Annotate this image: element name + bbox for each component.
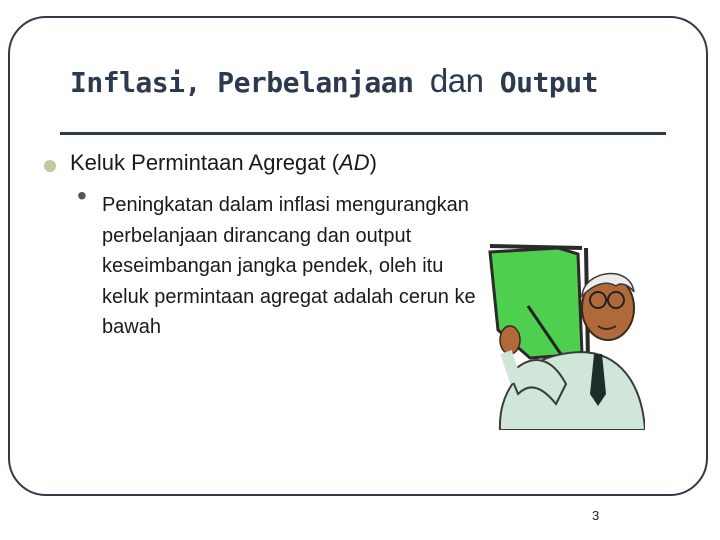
bullet-level2-text: Peningkatan dalam inflasi mengurangkan perbelanjaan dirancang dan output keseimbangan jangka pendek, oleh itu keluk permintaan agregat adalah cerun ke bawah (102, 194, 476, 338)
teacher-with-board-icon (470, 234, 645, 430)
bullet-dot-icon (44, 160, 56, 172)
page-number: 3 (592, 508, 600, 523)
sub-bullet-icon: • (77, 180, 87, 211)
title-underline (60, 132, 666, 135)
bullet-level1-text: Keluk Permintaan Agregat (AD) (70, 150, 377, 175)
slide-title: Inflasi, Perbelanjaan dan Output (70, 62, 598, 99)
